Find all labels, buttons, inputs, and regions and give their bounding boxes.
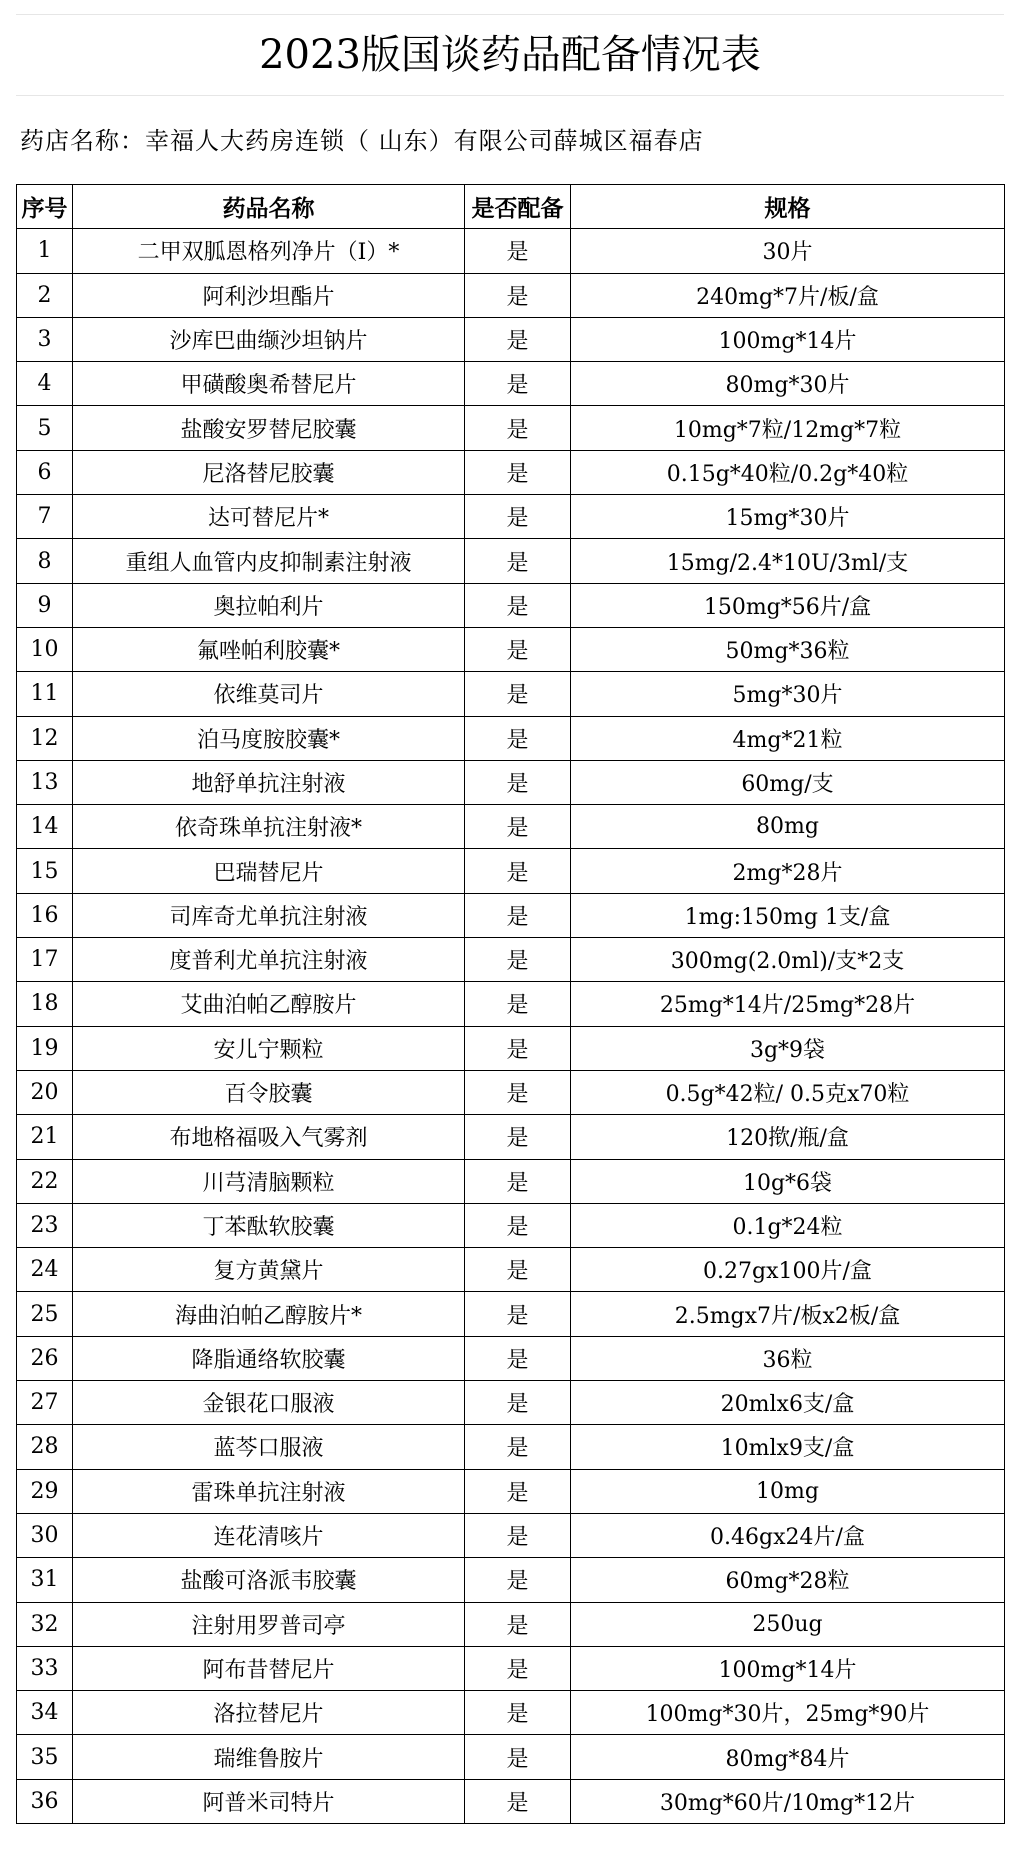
page-title: 2023版国谈药品配备情况表: [16, 14, 1004, 96]
cell-spec: 0.5g*42粒/ 0.5克x70粒: [571, 1070, 1005, 1114]
table-row: [17, 495, 1005, 539]
table-row: [17, 1646, 1005, 1690]
cell-stocked: 是: [465, 583, 571, 627]
cell-drug-name: 甲磺酸奥希替尼片: [73, 362, 465, 406]
cell-drug-name: 地舒单抗注射液: [73, 760, 465, 804]
cell-drug-name: 重组人血管内皮抑制素注射液: [73, 539, 465, 583]
table-row: [17, 716, 1005, 760]
cell-stocked: 是: [465, 760, 571, 804]
cell-spec: 5mg*30片: [571, 672, 1005, 716]
cell-drug-name: 连花清咳片: [73, 1513, 465, 1557]
cell-stocked: 是: [465, 495, 571, 539]
table-row: [17, 229, 1005, 273]
cell-drug-name: 盐酸可洛派韦胶囊: [73, 1558, 465, 1602]
cell-drug-name: 注射用罗普司亭: [73, 1602, 465, 1646]
cell-drug-name: 盐酸安罗替尼胶囊: [73, 406, 465, 450]
cell-drug-name: 百令胶囊: [73, 1070, 465, 1114]
cell-stocked: 是: [465, 1336, 571, 1380]
cell-index: 4: [17, 362, 73, 406]
cell-spec: 150mg*56片/盒: [571, 583, 1005, 627]
cell-index: 31: [17, 1558, 73, 1602]
cell-index: 1: [17, 229, 73, 273]
header-drug-name: 药品名称: [73, 185, 465, 229]
cell-index: 3: [17, 317, 73, 361]
cell-spec: 60mg*28粒: [571, 1558, 1005, 1602]
cell-stocked: 是: [465, 1248, 571, 1292]
cell-stocked: 是: [465, 805, 571, 849]
cell-spec: 0.15g*40粒/0.2g*40粒: [571, 450, 1005, 494]
table-row: [17, 849, 1005, 893]
cell-stocked: 是: [465, 1691, 571, 1735]
store-name-line: 药店名称：幸福人大药房连锁（ 山东）有限公司薛城区福春店: [20, 127, 704, 155]
cell-stocked: 是: [465, 1469, 571, 1513]
cell-drug-name: 巴瑞替尼片: [73, 849, 465, 893]
cell-stocked: 是: [465, 893, 571, 937]
cell-spec: 2mg*28片: [571, 849, 1005, 893]
table-row: [17, 893, 1005, 937]
cell-drug-name: 安儿宁颗粒: [73, 1026, 465, 1070]
cell-spec: 120揿/瓶/盒: [571, 1115, 1005, 1159]
cell-index: 23: [17, 1203, 73, 1247]
cell-index: 11: [17, 672, 73, 716]
cell-stocked: 是: [465, 1070, 571, 1114]
cell-drug-name: 尼洛替尼胶囊: [73, 450, 465, 494]
cell-drug-name: 司库奇尤单抗注射液: [73, 893, 465, 937]
cell-index: 12: [17, 716, 73, 760]
cell-drug-name: 艾曲泊帕乙醇胺片: [73, 982, 465, 1026]
cell-stocked: 是: [465, 539, 571, 583]
cell-stocked: 是: [465, 450, 571, 494]
table-row: [17, 362, 1005, 406]
cell-stocked: 是: [465, 1203, 571, 1247]
table-row: [17, 760, 1005, 804]
cell-spec: 80mg*30片: [571, 362, 1005, 406]
cell-spec: 4mg*21粒: [571, 716, 1005, 760]
cell-spec: 80mg*84片: [571, 1735, 1005, 1779]
cell-drug-name: 阿布昔替尼片: [73, 1646, 465, 1690]
cell-spec: 10mlx9支/盒: [571, 1425, 1005, 1469]
table-row: [17, 627, 1005, 671]
cell-drug-name: 依奇珠单抗注射液*: [73, 805, 465, 849]
table-row: [17, 1248, 1005, 1292]
cell-stocked: 是: [465, 1026, 571, 1070]
cell-index: 36: [17, 1779, 73, 1823]
cell-stocked: 是: [465, 1513, 571, 1557]
table-row: [17, 450, 1005, 494]
cell-spec: 15mg/2.4*10U/3ml/支: [571, 539, 1005, 583]
cell-index: 14: [17, 805, 73, 849]
drug-table: [16, 184, 1005, 1824]
cell-spec: 80mg: [571, 805, 1005, 849]
cell-drug-name: 阿利沙坦酯片: [73, 273, 465, 317]
cell-drug-name: 依维莫司片: [73, 672, 465, 716]
cell-index: 29: [17, 1469, 73, 1513]
cell-spec: 1mg:150mg 1支/盒: [571, 893, 1005, 937]
cell-stocked: 是: [465, 1115, 571, 1159]
cell-index: 2: [17, 273, 73, 317]
cell-index: 22: [17, 1159, 73, 1203]
cell-drug-name: 二甲双胍恩格列净片（Ⅰ）*: [73, 229, 465, 273]
cell-drug-name: 布地格福吸入气雾剂: [73, 1115, 465, 1159]
cell-index: 21: [17, 1115, 73, 1159]
table-row: [17, 982, 1005, 1026]
cell-drug-name: 达可替尼片*: [73, 495, 465, 539]
cell-spec: 20mlx6支/盒: [571, 1381, 1005, 1425]
table-row: [17, 583, 1005, 627]
cell-drug-name: 奥拉帕利片: [73, 583, 465, 627]
cell-drug-name: 降脂通络软胶囊: [73, 1336, 465, 1380]
table-row: [17, 1735, 1005, 1779]
cell-drug-name: 洛拉替尼片: [73, 1691, 465, 1735]
cell-stocked: 是: [465, 1558, 571, 1602]
table-row: [17, 1469, 1005, 1513]
table-row: [17, 1602, 1005, 1646]
cell-index: 30: [17, 1513, 73, 1557]
cell-spec: 0.27gx100片/盒: [571, 1248, 1005, 1292]
cell-drug-name: 泊马度胺胶囊*: [73, 716, 465, 760]
cell-stocked: 是: [465, 229, 571, 273]
cell-index: 13: [17, 760, 73, 804]
cell-stocked: 是: [465, 1602, 571, 1646]
cell-spec: 50mg*36粒: [571, 627, 1005, 671]
table-row: [17, 539, 1005, 583]
table-row: [17, 273, 1005, 317]
table-row: [17, 1115, 1005, 1159]
table-row: [17, 1336, 1005, 1380]
cell-index: 19: [17, 1026, 73, 1070]
cell-spec: 0.46gx24片/盒: [571, 1513, 1005, 1557]
cell-drug-name: 川芎清脑颗粒: [73, 1159, 465, 1203]
cell-index: 9: [17, 583, 73, 627]
header-index: 序号: [17, 185, 73, 229]
header-stocked: 是否配备: [465, 185, 571, 229]
table-row: [17, 938, 1005, 982]
table-row: [17, 1425, 1005, 1469]
cell-stocked: 是: [465, 1159, 571, 1203]
table-row: [17, 672, 1005, 716]
cell-index: 32: [17, 1602, 73, 1646]
cell-index: 28: [17, 1425, 73, 1469]
table-body: [17, 229, 1005, 1824]
cell-index: 16: [17, 893, 73, 937]
table-row: [17, 1558, 1005, 1602]
table-row: [17, 1159, 1005, 1203]
cell-stocked: 是: [465, 1646, 571, 1690]
cell-stocked: 是: [465, 273, 571, 317]
table-row: [17, 1513, 1005, 1557]
cell-spec: 240mg*7片/板/盒: [571, 273, 1005, 317]
cell-drug-name: 沙库巴曲缬沙坦钠片: [73, 317, 465, 361]
cell-spec: 2.5mgx7片/板x2板/盒: [571, 1292, 1005, 1336]
cell-stocked: 是: [465, 1425, 571, 1469]
cell-spec: 3g*9袋: [571, 1026, 1005, 1070]
cell-index: 34: [17, 1691, 73, 1735]
table-row: [17, 1070, 1005, 1114]
cell-stocked: 是: [465, 627, 571, 671]
table-header-row: [17, 185, 1005, 229]
cell-index: 10: [17, 627, 73, 671]
cell-spec: 10mg*7粒/12mg*7粒: [571, 406, 1005, 450]
cell-spec: 0.1g*24粒: [571, 1203, 1005, 1247]
cell-drug-name: 蓝芩口服液: [73, 1425, 465, 1469]
cell-spec: 100mg*14片: [571, 1646, 1005, 1690]
cell-spec: 60mg/支: [571, 760, 1005, 804]
cell-index: 17: [17, 938, 73, 982]
cell-stocked: 是: [465, 1735, 571, 1779]
cell-stocked: 是: [465, 849, 571, 893]
cell-spec: 10mg: [571, 1469, 1005, 1513]
cell-index: 25: [17, 1292, 73, 1336]
table-row: [17, 406, 1005, 450]
cell-drug-name: 海曲泊帕乙醇胺片*: [73, 1292, 465, 1336]
cell-drug-name: 复方黄黛片: [73, 1248, 465, 1292]
cell-index: 18: [17, 982, 73, 1026]
cell-spec: 30片: [571, 229, 1005, 273]
cell-stocked: 是: [465, 716, 571, 760]
cell-drug-name: 阿普米司特片: [73, 1779, 465, 1823]
cell-stocked: 是: [465, 362, 571, 406]
cell-index: 5: [17, 406, 73, 450]
cell-drug-name: 度普利尤单抗注射液: [73, 938, 465, 982]
cell-index: 20: [17, 1070, 73, 1114]
cell-index: 6: [17, 450, 73, 494]
header-spec: 规格: [571, 185, 1005, 229]
cell-spec: 30mg*60片/10mg*12片: [571, 1779, 1005, 1823]
cell-stocked: 是: [465, 938, 571, 982]
cell-index: 15: [17, 849, 73, 893]
cell-index: 8: [17, 539, 73, 583]
cell-drug-name: 雷珠单抗注射液: [73, 1469, 465, 1513]
cell-stocked: 是: [465, 317, 571, 361]
cell-spec: 100mg*30片，25mg*90片: [571, 1691, 1005, 1735]
cell-index: 27: [17, 1381, 73, 1425]
cell-index: 35: [17, 1735, 73, 1779]
cell-index: 7: [17, 495, 73, 539]
cell-spec: 36粒: [571, 1336, 1005, 1380]
cell-stocked: 是: [465, 1779, 571, 1823]
table-row: [17, 1381, 1005, 1425]
cell-spec: 10g*6袋: [571, 1159, 1005, 1203]
table-row: [17, 1026, 1005, 1070]
cell-index: 26: [17, 1336, 73, 1380]
cell-drug-name: 瑞维鲁胺片: [73, 1735, 465, 1779]
cell-index: 33: [17, 1646, 73, 1690]
cell-stocked: 是: [465, 1381, 571, 1425]
cell-drug-name: 丁苯酞软胶囊: [73, 1203, 465, 1247]
cell-spec: 250ug: [571, 1602, 1005, 1646]
cell-spec: 25mg*14片/25mg*28片: [571, 982, 1005, 1026]
table-row: [17, 805, 1005, 849]
cell-drug-name: 氟唑帕利胶囊*: [73, 627, 465, 671]
table-row: [17, 317, 1005, 361]
table-row: [17, 1691, 1005, 1735]
cell-stocked: 是: [465, 1292, 571, 1336]
cell-stocked: 是: [465, 982, 571, 1026]
cell-spec: 15mg*30片: [571, 495, 1005, 539]
table-row: [17, 1203, 1005, 1247]
table-row: [17, 1779, 1005, 1823]
cell-drug-name: 金银花口服液: [73, 1381, 465, 1425]
cell-spec: 300mg(2.0ml)/支*2支: [571, 938, 1005, 982]
cell-stocked: 是: [465, 672, 571, 716]
cell-index: 24: [17, 1248, 73, 1292]
table-row: [17, 1292, 1005, 1336]
cell-spec: 100mg*14片: [571, 317, 1005, 361]
cell-stocked: 是: [465, 406, 571, 450]
